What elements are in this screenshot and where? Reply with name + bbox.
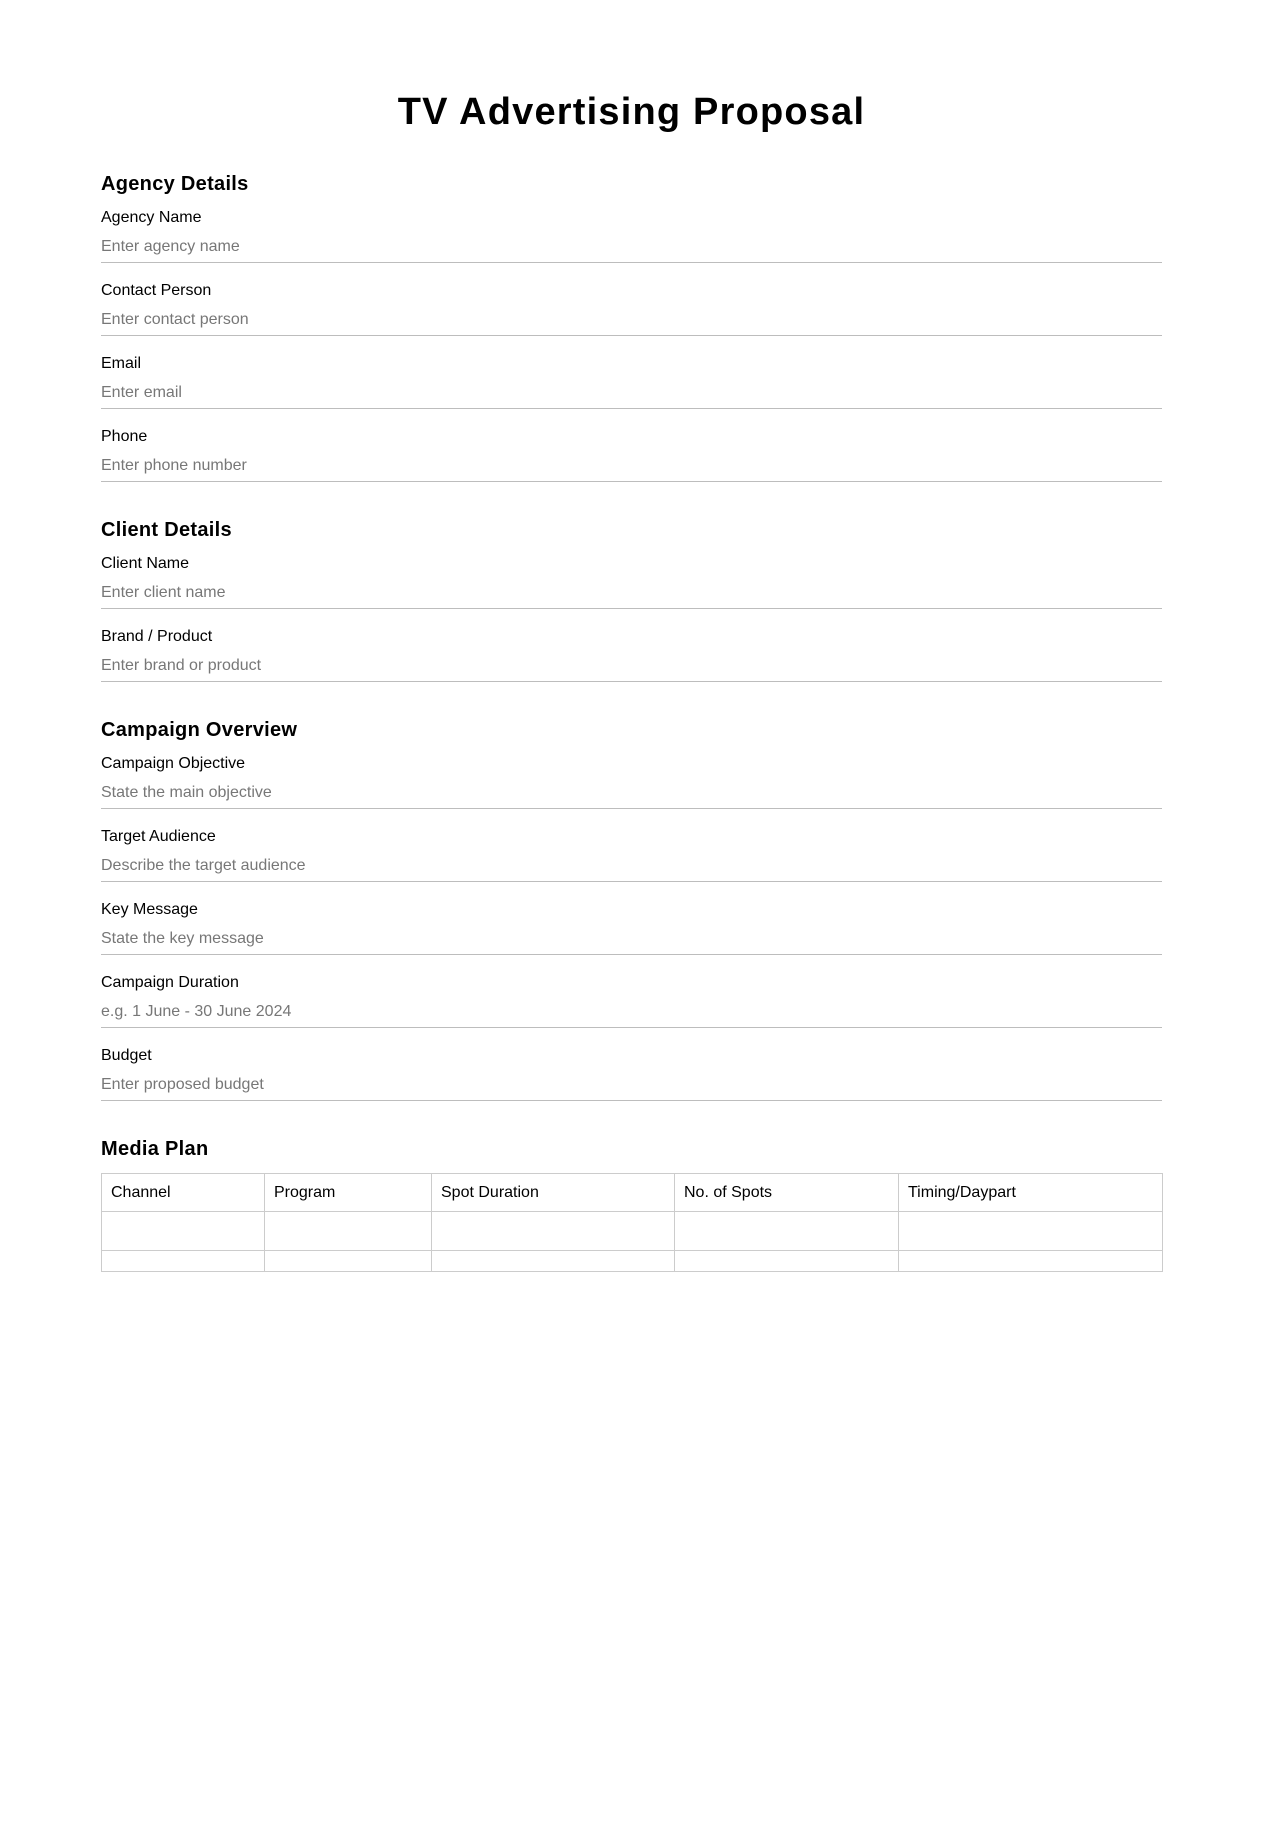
table-cell-program[interactable] xyxy=(265,1212,432,1251)
field-label: Key Message xyxy=(101,901,198,918)
section-heading: Client Details xyxy=(101,519,232,541)
field-campaign-duration xyxy=(101,955,1162,1028)
field-target-audience xyxy=(101,809,1162,882)
field-label: Budget xyxy=(101,1047,152,1064)
section-heading: Agency Details xyxy=(101,173,249,195)
field-email xyxy=(101,336,1162,409)
field-label: Client Name xyxy=(101,555,190,572)
media-plan-table xyxy=(101,1173,1163,1272)
contact-person-input[interactable] xyxy=(101,310,1162,330)
column-header-no-of-spots: No. of Spots xyxy=(675,1174,899,1212)
field-label: Campaign Duration xyxy=(101,974,239,991)
field-phone xyxy=(101,409,1162,482)
table-cell-timing-daypart[interactable] xyxy=(899,1251,1163,1272)
table-cell-channel[interactable] xyxy=(102,1212,265,1251)
table-header-row xyxy=(102,1174,1163,1212)
table-cell-no-of-spots[interactable] xyxy=(675,1251,899,1272)
agency-name-input[interactable] xyxy=(101,237,1162,257)
field-budget xyxy=(101,1028,1162,1101)
budget-input[interactable] xyxy=(101,1075,1162,1095)
section-heading: Media Plan xyxy=(101,1138,209,1160)
table-cell-spot-duration[interactable] xyxy=(432,1212,675,1251)
field-campaign-objective xyxy=(101,736,1162,809)
section-client-details xyxy=(101,518,1162,682)
column-header-spot-duration: Spot Duration xyxy=(432,1174,675,1212)
phone-input[interactable] xyxy=(101,456,1162,476)
field-key-message xyxy=(101,882,1162,955)
field-label: Agency Name xyxy=(101,209,202,226)
section-media-plan xyxy=(101,1137,1162,1272)
table-cell-no-of-spots[interactable] xyxy=(675,1212,899,1251)
section-campaign-overview xyxy=(101,718,1162,1101)
field-brand-product xyxy=(101,609,1162,682)
page-title: TV Advertising Proposal xyxy=(397,91,866,133)
target-audience-input[interactable] xyxy=(101,856,1162,876)
field-label: Contact Person xyxy=(101,282,212,299)
campaign-objective-input[interactable] xyxy=(101,783,1162,803)
table-row xyxy=(102,1251,1163,1272)
email-input[interactable] xyxy=(101,383,1162,403)
field-label: Campaign Objective xyxy=(101,755,246,772)
campaign-duration-input[interactable] xyxy=(101,1002,1162,1022)
field-contact-person xyxy=(101,263,1162,336)
field-label: Target Audience xyxy=(101,828,216,845)
field-label: Phone xyxy=(101,428,148,445)
brand-product-input[interactable] xyxy=(101,656,1162,676)
client-name-input[interactable] xyxy=(101,583,1162,603)
column-header-timing-daypart: Timing/Daypart xyxy=(899,1174,1163,1212)
table-cell-channel[interactable] xyxy=(102,1251,265,1272)
section-agency-details xyxy=(101,172,1162,482)
table-cell-program[interactable] xyxy=(265,1251,432,1272)
proposal-page xyxy=(101,0,1162,1272)
column-header-channel: Channel xyxy=(102,1174,265,1212)
section-heading: Campaign Overview xyxy=(101,719,298,741)
table-cell-spot-duration[interactable] xyxy=(432,1251,675,1272)
field-label: Email xyxy=(101,355,142,372)
field-agency-name xyxy=(101,190,1162,263)
field-label: Brand / Product xyxy=(101,628,213,645)
table-row xyxy=(102,1212,1163,1251)
field-client-name xyxy=(101,536,1162,609)
column-header-program: Program xyxy=(265,1174,432,1212)
key-message-input[interactable] xyxy=(101,929,1162,949)
table-cell-timing-daypart[interactable] xyxy=(899,1212,1163,1251)
